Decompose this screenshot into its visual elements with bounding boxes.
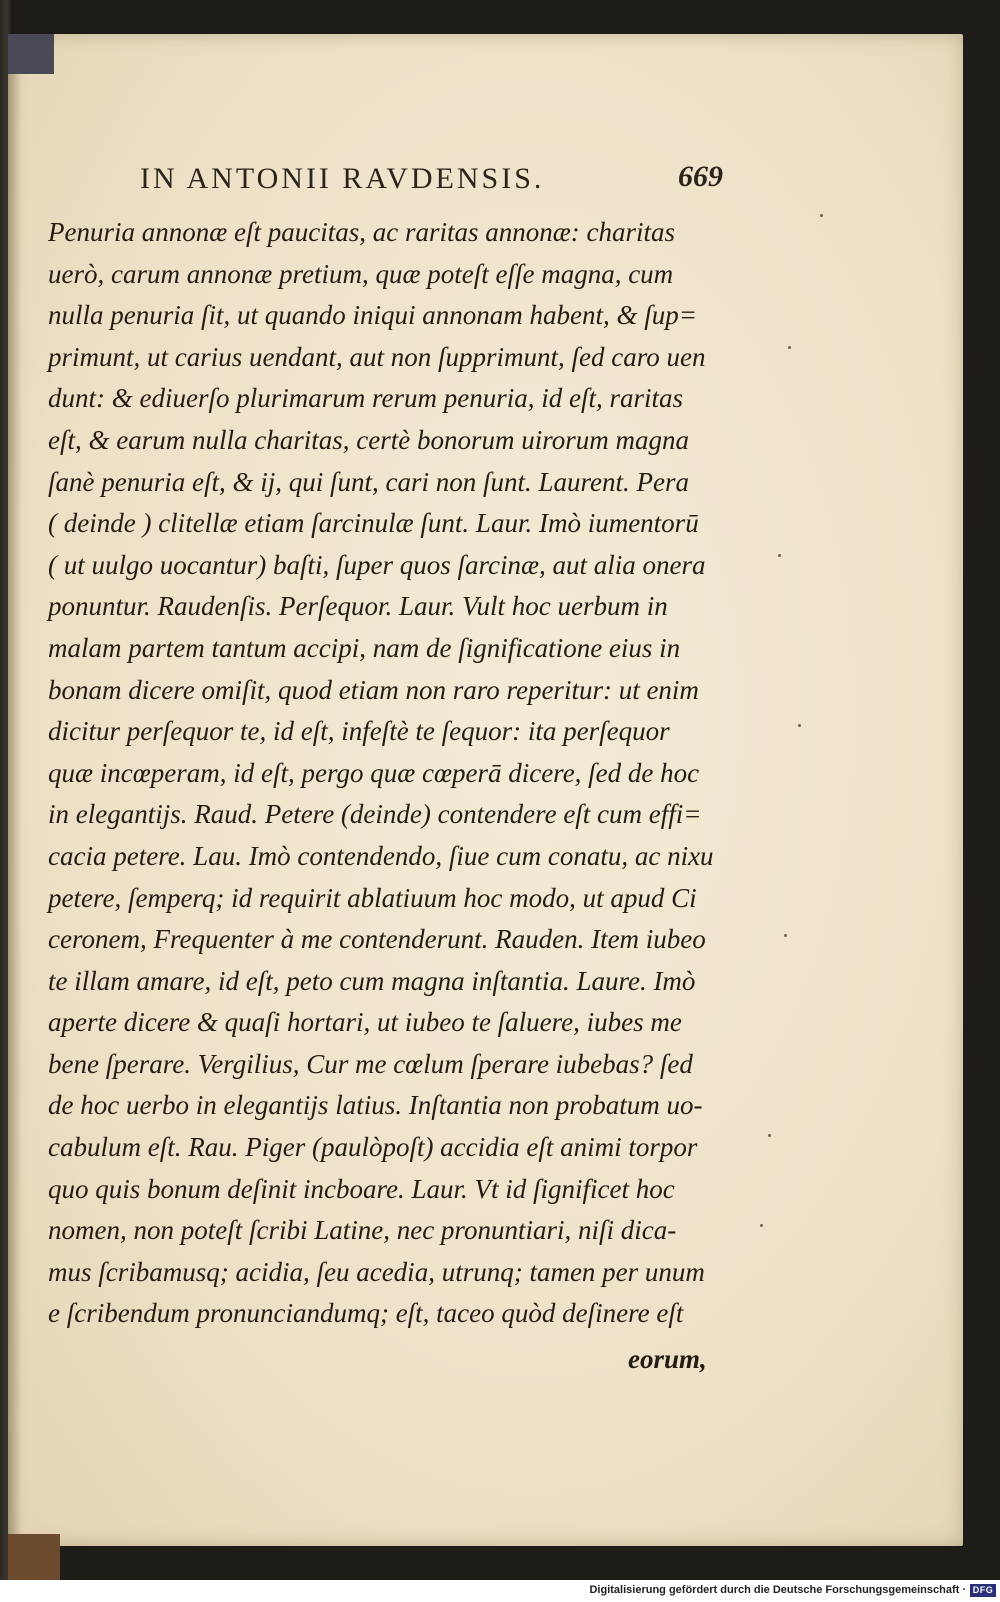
- text-line: e ſcribendum pronunciandumq; eſt, taceo quòd deſinere eſt: [48, 1298, 684, 1329]
- page-header: [140, 162, 740, 202]
- body-text: [48, 212, 738, 1335]
- page-number: 669: [678, 160, 723, 193]
- paper-speck: [788, 346, 791, 349]
- text-line: bene ſperare. Vergilius, Cur me cœlum ſperare iubebas? ſed: [48, 1048, 693, 1079]
- color-tab-top: [8, 34, 54, 74]
- text-line: de hoc uerbo in elegantijs latius. Inſtantia non probatum uo-: [48, 1090, 703, 1121]
- text-line: petere, ſemperq; id requirit ablatiuum hoc modo, ut apud Ci: [48, 882, 697, 913]
- paper-speck: [778, 554, 781, 557]
- paper-speck: [768, 1134, 771, 1137]
- text-line: Penuria annonæ eſt paucitas, ac raritas annonæ: charitas: [48, 217, 675, 247]
- paper-speck: [798, 724, 801, 727]
- paper-speck: [820, 214, 823, 217]
- text-line: mus ſcribamusq; acidia, ſeu acedia, utrunq; tamen per unum: [48, 1256, 705, 1287]
- text-line: uerò, carum annonæ pretium, quæ poteſt eſſe magna, cum: [48, 258, 674, 289]
- text-line: ſanè penuria eſt, & ij, qui ſunt, cari non ſunt. Laurent. Pera: [48, 466, 689, 497]
- text-line: ( ut uulgo uocantur) baſti, ſuper quos ſarcinæ, aut alia onera: [48, 549, 706, 580]
- text-line: te illam amare, id eſt, peto cum magna inſtantia. Laure. Imò: [48, 965, 696, 996]
- text-line: in elegantijs. Raud. Petere (deinde) contendere eſt cum effi=: [48, 799, 702, 830]
- text-line: nomen, non poteſt ſcribi Latine, nec pronuntiari, niſi dica-: [48, 1215, 677, 1246]
- text-line: ponuntur. Raudenſis. Perſequor. Laur. Vult hoc uerbum in: [48, 591, 668, 622]
- text-line: dunt: & ediuerſo plurimarum rerum penuria, id eſt, raritas: [48, 383, 683, 414]
- text-line: quæ incœperam, id eſt, pergo quæ cœperā dicere, ſed de hoc: [48, 757, 700, 788]
- text-line: primunt, ut carius uendant, aut non ſupprimunt, ſed caro uen: [48, 341, 706, 372]
- text-line: cabulum eſt. Rau. Piger (paulòpoſt) accidia eſt animi torpor: [48, 1132, 698, 1163]
- text-line: dicitur perſequor te, id eſt, infeſtè te ſequor: ita perſequor: [48, 716, 670, 747]
- color-tab-bottom: [8, 1534, 60, 1580]
- text-line: eſt, & earum nulla charitas, certè bonorum uirorum magna: [48, 424, 689, 455]
- text-line: quo quis bonum deſinit incboare. Laur. Vt id ſignificet hoc: [48, 1173, 675, 1204]
- text-line: ceronem, Frequenter à me contenderunt. Rauden. Item iubeo: [48, 924, 706, 955]
- text-line: ( deinde ) clitellæ etiam ſarcinulæ ſunt. Laur. Imò iumentorū: [48, 508, 699, 539]
- text-line: nulla penuria ſit, ut quando iniqui annonam habent, & ſup=: [48, 300, 697, 331]
- text-line: cacia petere. Lau. Imò contendendo, ſiue cum conatu, ac nixu: [48, 840, 714, 871]
- catchword: eorum,: [628, 1344, 707, 1374]
- paper-speck: [760, 1224, 763, 1227]
- text-line: malam partem tantum accipi, nam de ſignificatione eius in: [48, 632, 681, 663]
- text-line: aperte dicere & quaſi hortari, ut iubeo te ſaluere, iubes me: [48, 1007, 682, 1038]
- paper-speck: [784, 934, 787, 937]
- book-page: [8, 34, 963, 1546]
- footer-bar: [0, 1580, 1000, 1602]
- text-line: bonam dicere omiſit, quod etiam non raro reperitur: ut enim: [48, 674, 699, 705]
- funding-credit: Digitalisierung gefördert durch die Deutsche Forschungsgemeinschaft ·: [589, 1584, 966, 1596]
- dfg-logo: DFG: [970, 1584, 996, 1597]
- running-head: IN ANTONII RAVDENSIS.: [140, 162, 545, 195]
